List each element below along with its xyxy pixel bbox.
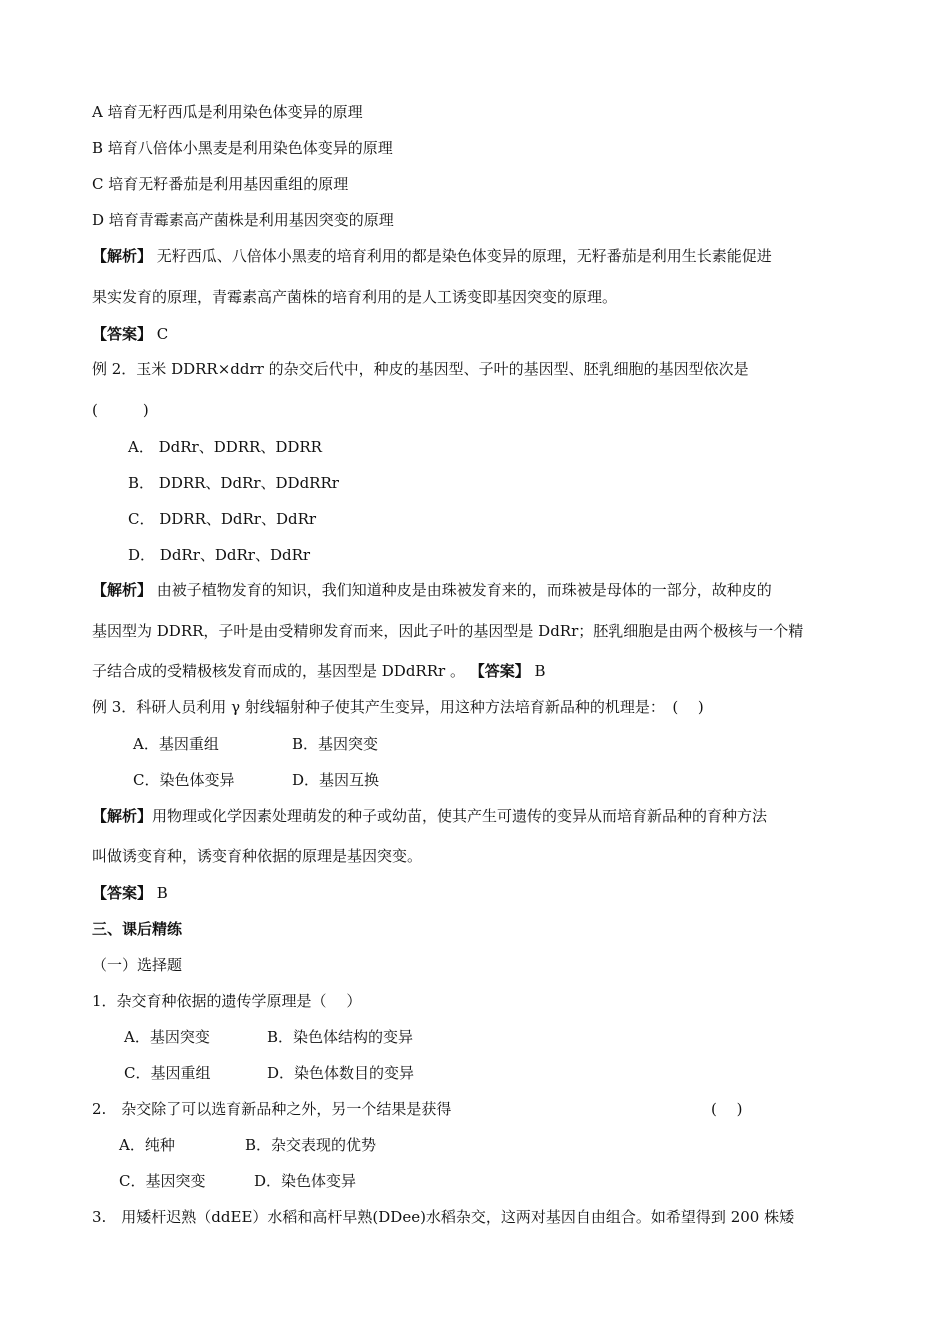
answer-paren: ( )	[92, 401, 149, 419]
section-title: 三、课后精练	[92, 920, 183, 938]
question-1-stem: 1．杂交育种依据的遗传学原理是（ ）	[92, 992, 362, 1010]
option-c: C． DDRR、DdRr、DdRr	[128, 510, 317, 528]
option-a: A．纯种	[119, 1136, 175, 1154]
analysis-text: 由被子植物发育的知识，我们知道种皮是由珠被发育来的，而珠被是母体的一部分，故种皮的	[156, 581, 772, 599]
section-subtitle: （一）选择题	[92, 956, 183, 974]
analysis-tag: 【解析】	[92, 581, 153, 599]
answer-value: B	[156, 884, 168, 902]
option-b: B．杂交表现的优势	[245, 1136, 377, 1154]
option-d: D．染色体变异	[254, 1172, 357, 1190]
answer-value: C	[156, 325, 169, 343]
answer-tag: 【答案】	[92, 884, 153, 902]
option-b: B 培育八倍体小黑麦是利用染色体变异的原理	[92, 139, 393, 157]
analysis-paragraph	[92, 806, 767, 826]
option-b: B．染色体结构的变异	[267, 1028, 414, 1046]
analysis-text: 用物理或化学因素处理萌发的种子或幼苗，使其产生可遗传的变异从而培育新品种的育种方法	[152, 807, 768, 825]
option-c: C．染色体变异	[133, 771, 235, 789]
option-b: B． DDRR、DdRr、DDdRRr	[128, 474, 339, 492]
answer-line	[92, 883, 168, 903]
option-c: C 培育无籽番茄是利用基因重组的原理	[92, 175, 349, 193]
analysis-text: 无籽西瓜、八倍体小黑麦的培育利用的都是染色体变异的原理，无籽番茄是利用生长素能促进	[156, 247, 772, 265]
option-b: B．基因突变	[292, 735, 379, 753]
answer-value: B	[534, 662, 546, 680]
analysis-text-cont: 基因型为 DDRR，子叶是由受精卵发育而来，因此子叶的基因型是 DdRr；胚乳细胞是由两个极核与一个精	[92, 622, 804, 640]
question-2-stem: 2. 杂交除了可以选育新品种之外，另一个结果是获得	[92, 1100, 452, 1118]
analysis-text-cont: 果实发育的原理，青霉素高产菌株的培育利用的是人工诱变即基因突变的原理。	[92, 288, 618, 306]
option-a: A．基因重组	[133, 735, 219, 753]
example-3-stem: 例 3．科研人员利用 γ 射线辐射种子使其产生变异，用这种方法培育新品种的机理是： ( )	[92, 698, 704, 716]
option-a: A． DdRr、DDRR、DDRR	[128, 438, 322, 456]
option-d: D．染色体数目的变异	[267, 1064, 415, 1082]
option-d: D 培育青霉素高产菌株是利用基因突变的原理	[92, 211, 394, 229]
option-d: D．基因互换	[292, 771, 380, 789]
answer-line	[92, 324, 168, 344]
example-2-stem: 例 2．玉米 DDRR×ddrr 的杂交后代中，种皮的基因型、子叶的基因型、胚乳细胞的基因型依次是	[92, 360, 749, 378]
analysis-text-cont: 叫做诱变育种，诱变育种依据的原理是基因突变。	[92, 847, 423, 865]
analysis-text: 子结合成的受精极核发育而成的，基因型是 DDdRRr 。	[92, 662, 465, 680]
option-a: A 培育无籽西瓜是利用染色体变异的原理	[92, 103, 363, 121]
answer-tag: 【答案】	[92, 325, 153, 343]
analysis-text-end	[92, 661, 546, 681]
analysis-tag: 【解析】	[92, 247, 153, 265]
answer-paren: ( )	[711, 1100, 743, 1118]
option-c: C．基因重组	[124, 1064, 211, 1082]
option-c: C．基因突变	[119, 1172, 206, 1190]
analysis-paragraph	[92, 246, 772, 266]
answer-tag: 【答案】	[469, 662, 530, 680]
analysis-tag: 【解析】	[92, 807, 153, 825]
analysis-paragraph	[92, 580, 772, 600]
option-d: D． DdRr、DdRr、DdRr	[128, 546, 311, 564]
option-a: A．基因突变	[124, 1028, 210, 1046]
question-3-stem: 3. 用矮杆迟熟（ddEE）水稻和高杆早熟(DDee)水稻杂交，这两对基因自由组合。如希望得到 200 株矮	[92, 1208, 795, 1226]
